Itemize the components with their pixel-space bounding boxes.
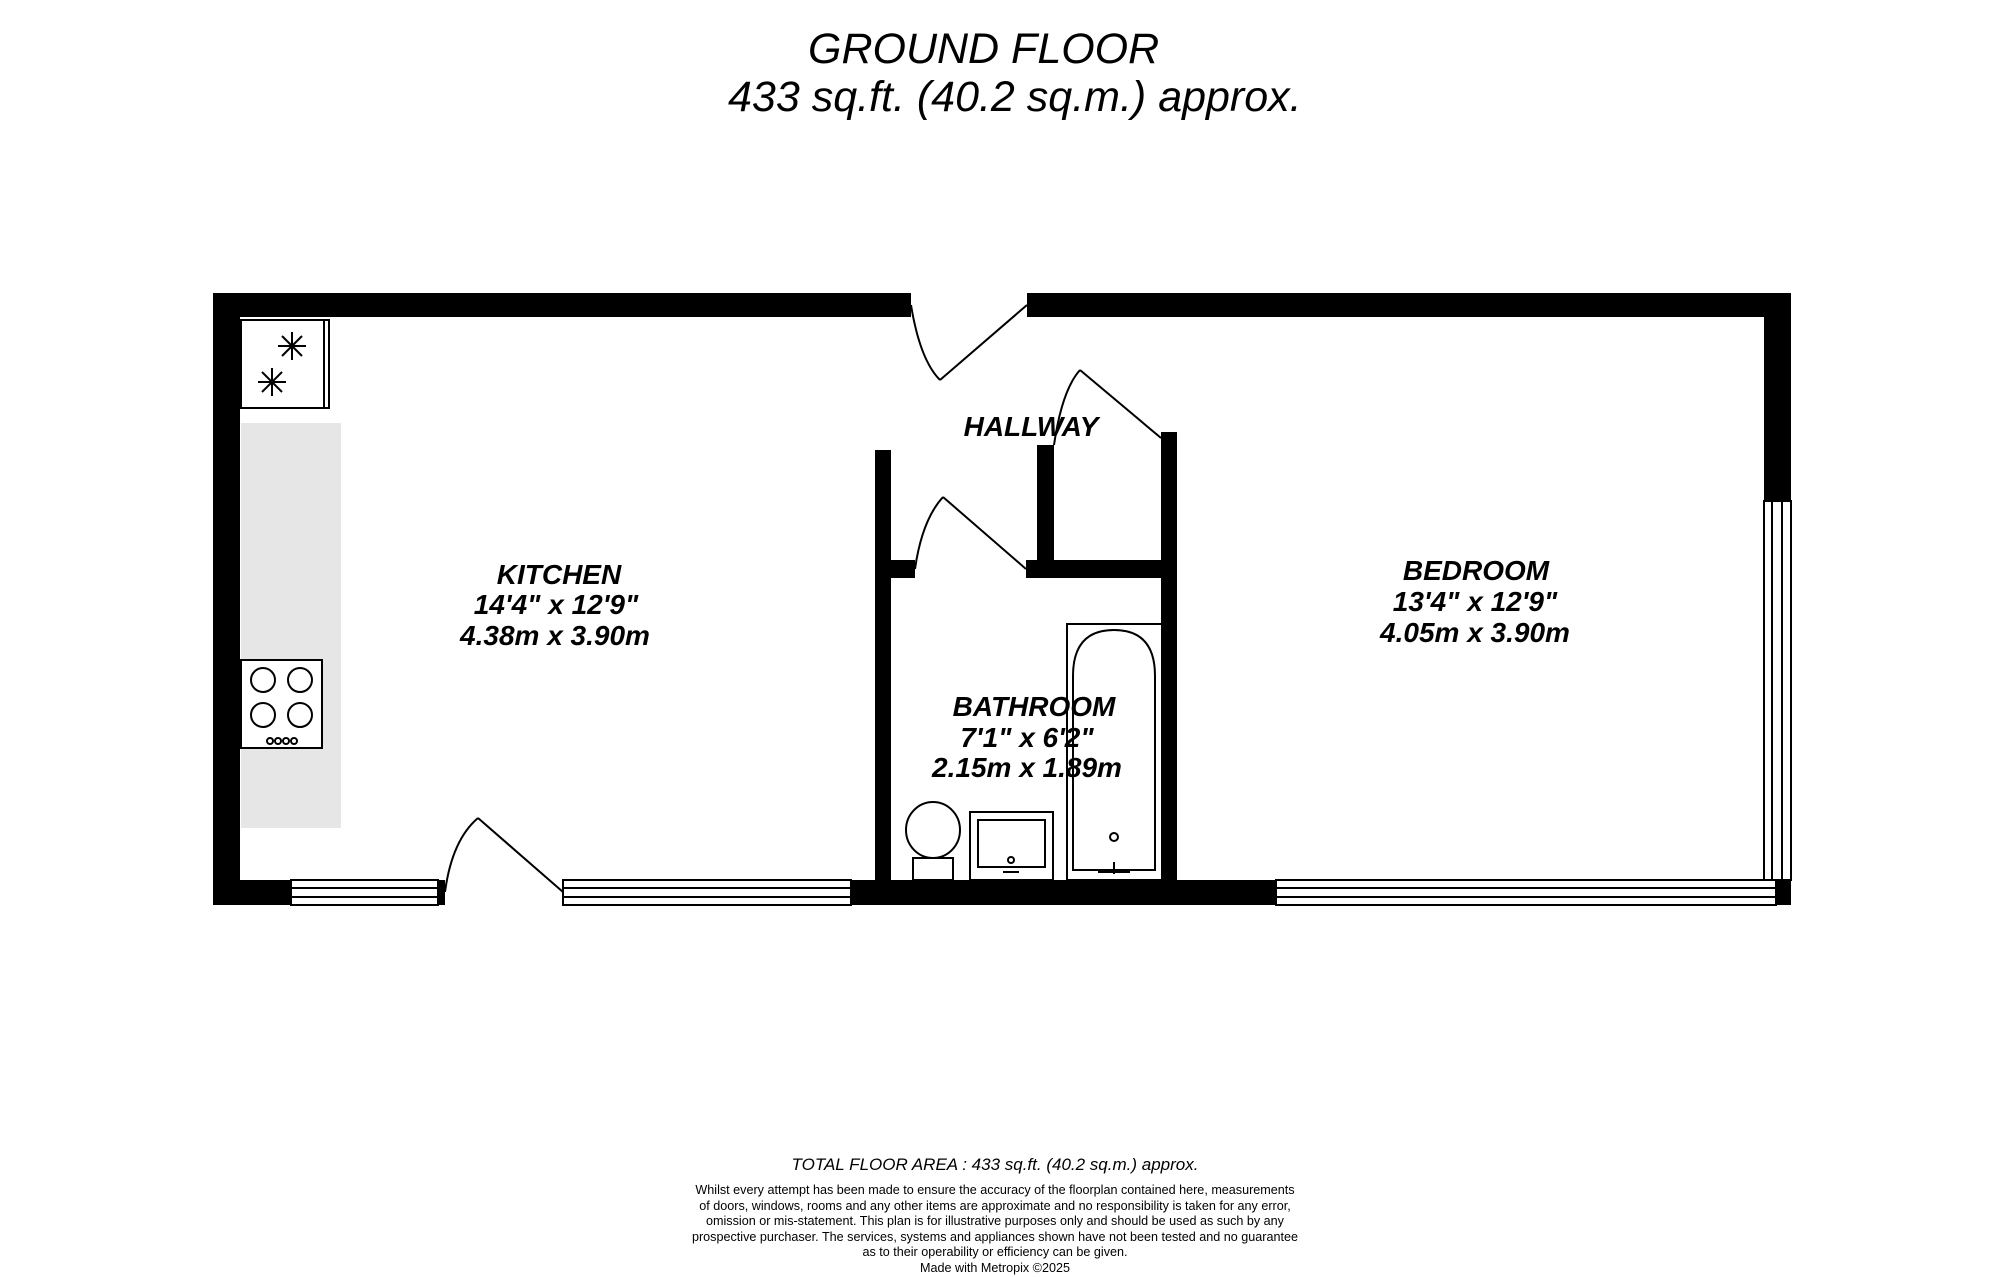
toilet-icon: [906, 802, 960, 880]
disclaimer: [0, 1183, 1990, 1277]
bedroom-metric: 4.05m x 3.90m: [1380, 617, 1570, 648]
metropix-credit: Made with Metropix ©2025: [920, 1260, 1070, 1275]
fridge-freezer: [241, 320, 329, 408]
snowflake-icon: [278, 332, 306, 360]
floor-area: 433 sq.ft. (40.2 sq.m.) approx.: [728, 73, 1302, 121]
floor-title: GROUND FLOOR: [808, 25, 1160, 73]
kitchen-worktop: [241, 423, 341, 828]
disclaimer-line: Whilst every attempt has been made to ensure the accuracy of the floorplan contained here, measurements: [695, 1183, 1295, 1197]
bathroom-name: BATHROOM: [952, 691, 1116, 722]
total-floor-area: TOTAL FLOOR AREA : 433 sq.ft. (40.2 sq.m.) approx.: [791, 1155, 1199, 1174]
disclaimer-line: prospective purchaser. The services, systems and appliances shown have not been tested and no guarantee: [691, 1229, 1299, 1244]
kitchen-name: KITCHEN: [496, 559, 622, 590]
hallway-name: HALLWAY: [963, 411, 1099, 442]
hob-icon: [241, 660, 322, 748]
bedroom-name: BEDROOM: [1402, 555, 1550, 586]
disclaimer-line: as to their operability or efficiency can be given.: [862, 1245, 1128, 1260]
basin-icon: [970, 812, 1053, 880]
bathroom-imperial: 7'1" x 6'2": [960, 722, 1094, 753]
kitchen-imperial: 14'4" x 12'9": [473, 589, 639, 620]
bedroom-imperial: 13'4" x 12'9": [1392, 586, 1558, 617]
disclaimer-line: omission or mis-statement. This plan is for illustrative purposes only and should be used as such by any: [706, 1214, 1284, 1229]
kitchen-metric: 4.38m x 3.90m: [460, 620, 650, 651]
snowflake-icon: [258, 368, 286, 396]
disclaimer-line: of doors, windows, rooms and any other items are approximate and no responsibility is taken for any error,: [699, 1198, 1291, 1213]
bathroom-metric: 2.15m x 1.89m: [932, 752, 1122, 783]
